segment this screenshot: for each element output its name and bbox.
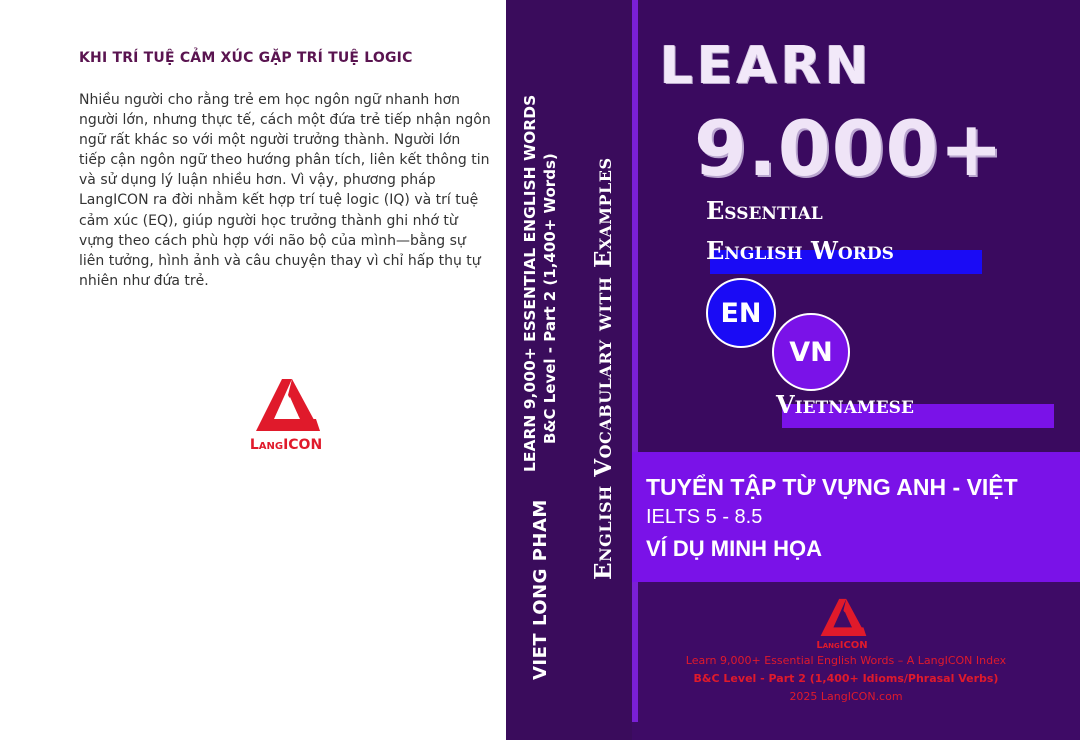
front-langicon-logo-icon xyxy=(812,596,872,636)
vietnamese-label: Vietnamese xyxy=(776,390,914,419)
en-badge-label: EN xyxy=(720,297,762,329)
footer-line-2: B&C Level - Part 2 (1,400+ Idioms/Phrasal Verbs) xyxy=(693,672,999,685)
band-examples: VÍ DỤ MINH HỌA xyxy=(646,536,822,561)
spine-subtitle-2: B&C Level - Part 2 (1,400+ Words) xyxy=(541,153,559,444)
spine-main-title: English Vocabulary with Examples xyxy=(590,157,617,580)
band-ielts-range: IELTS 5 - 8.5 xyxy=(646,506,763,528)
spine-subtitle-1: LEARN 9,000+ ESSENTIAL ENGLISH WORDS xyxy=(521,94,539,472)
footer-line-1: Learn 9,000+ Essential English Words – A LangICON Index xyxy=(685,654,1007,667)
vn-badge xyxy=(772,313,850,391)
front-langicon-logo-text: LangICON xyxy=(816,640,868,651)
back-cover xyxy=(0,0,506,740)
spine-author: VIET LONG PHAM xyxy=(530,499,551,680)
back-cover-description: Nhiều người cho rằng trẻ em học ngôn ngữ nhanh hơn người lớn, nhưng thực tế, cách một đứa trẻ tiếp nhận ngôn ngữ rất khác so với một người trưởng thành. Người lớn tiếp cận ngôn ngữ theo hướng phân tích, liên kết thông tin và sử dụng lý luận nhiều hơn. Vì vậy, phương pháp LangICON ra đời nhằm kết hợp trí tuệ logic (IQ) và trí tuệ cảm xúc (EQ), giúp người học trưởng thành ghi nhớ từ vựng theo cách phù hợp với não bộ của mình—bằng sự liên tưởng, hình ảnh và câu chuyện thay vì chỉ hấp thụ tự nhiên như đứa trẻ. xyxy=(79,92,491,289)
en-badge xyxy=(706,278,776,348)
langicon-logo xyxy=(246,375,326,453)
learn-title: LEARN xyxy=(660,36,873,96)
english-words-label: English Words xyxy=(706,236,894,265)
vn-badge-label: VN xyxy=(789,336,833,368)
essential-label: Essential xyxy=(706,196,823,225)
langicon-logo-icon xyxy=(246,375,326,431)
back-cover-heading: KHI TRÍ TUỆ CẢM XÚC GẶP TRÍ TUỆ LOGIC xyxy=(79,50,413,66)
footer-line-3: 2025 LangICON.com xyxy=(789,690,903,703)
langicon-logo-text: LangICON xyxy=(249,437,323,453)
band-title: TUYỂN TẬP TỪ VỰNG ANH - VIỆT xyxy=(646,474,1018,500)
front-langicon-logo xyxy=(812,596,872,651)
word-count-title: 9.000+ xyxy=(694,104,1005,193)
